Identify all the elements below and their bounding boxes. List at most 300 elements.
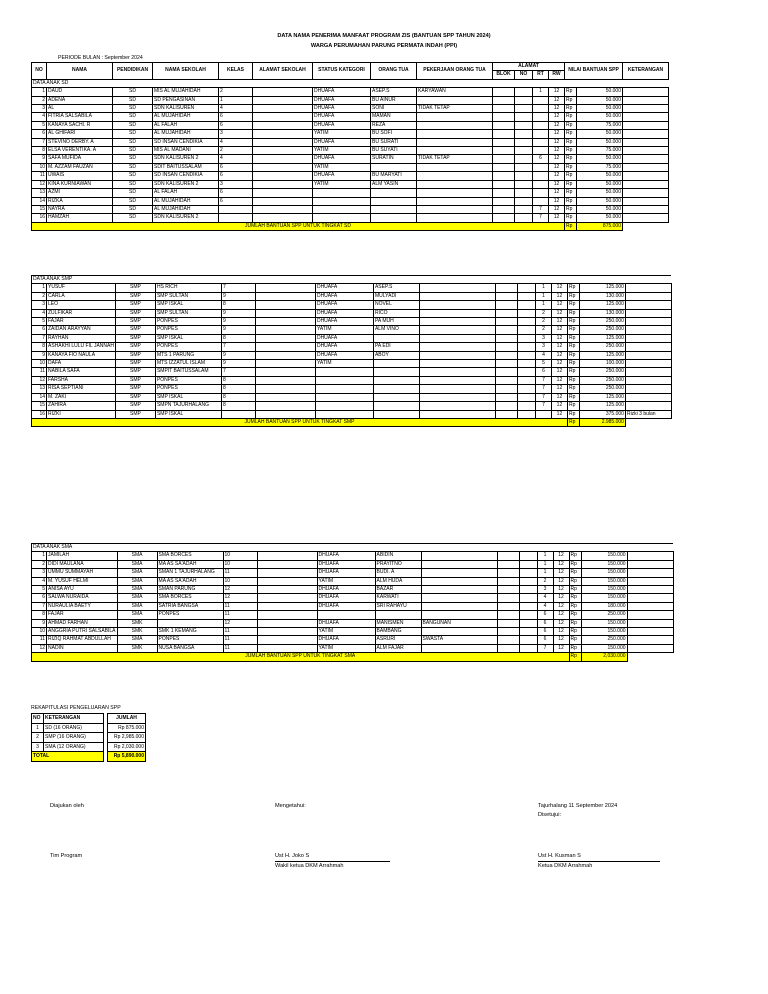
row-alamat-sekolah [253, 121, 313, 129]
row-nilai: 250.000 [579, 376, 625, 384]
table-row [32, 586, 674, 594]
row-blok [495, 360, 517, 368]
row-alamat-sekolah [255, 410, 315, 418]
table-row [32, 130, 669, 138]
row-rt [533, 113, 549, 121]
row-nama: SALWA NURAIDA [47, 594, 118, 602]
row-status: DHUAFA [317, 636, 375, 644]
row-nilai: 50.000 [577, 214, 623, 222]
row-no-rumah [519, 569, 537, 577]
row-rp: Rp [565, 155, 577, 163]
row-alamat-sekolah [255, 360, 315, 368]
table-row [32, 368, 672, 376]
table-row [32, 569, 674, 577]
row-pekerjaan [417, 96, 493, 104]
row-sekolah: PONPES [155, 343, 221, 351]
row-keterangan [625, 292, 671, 300]
row-rp: Rp [565, 197, 577, 205]
row-no-rumah [517, 368, 535, 376]
row-rt: 7 [535, 385, 551, 393]
row-nilai: 125.000 [579, 393, 625, 401]
row-alamat-sekolah [253, 96, 313, 104]
row-status: DHUAFA [317, 586, 375, 594]
row-rp: Rp [565, 88, 577, 96]
row-nilai: 150.000 [581, 628, 627, 636]
row-no-rumah [515, 163, 533, 171]
row-keterangan: Rizki 3 bulan [625, 410, 671, 418]
row-rp: Rp [569, 644, 581, 652]
row-alamat-sekolah [255, 334, 315, 342]
table-row [32, 560, 674, 568]
row-keterangan [627, 602, 673, 610]
signer-mid-role: Wakil ketua DKM Arrahmah [275, 863, 344, 869]
row-pendidikan: SMA [117, 552, 157, 560]
row-blok [497, 619, 519, 627]
row-alamat-sekolah [255, 326, 315, 334]
row-rt: 7 [533, 214, 549, 222]
row-no-rumah [517, 301, 535, 309]
row-blok [493, 163, 515, 171]
row-kelas: 9 [221, 292, 255, 300]
row-nama: CARLA [47, 292, 116, 300]
row-status: YATIM [313, 147, 371, 155]
rekap-header-keterangan: KETERANGAN [44, 714, 104, 724]
row-orang-tua: BU SOFI [371, 130, 417, 138]
row-no-rumah [517, 343, 535, 351]
row-no: 11 [32, 172, 47, 180]
rekap-no: 3 [32, 742, 44, 752]
row-sekolah: HS RICH [155, 284, 221, 292]
row-rp: Rp [565, 121, 577, 129]
row-rp: Rp [567, 292, 579, 300]
row-nilai: 50.000 [577, 88, 623, 96]
row-orang-tua: MANISMEN [375, 619, 421, 627]
row-pekerjaan: SWASTA [421, 636, 497, 644]
row-rp: Rp [569, 577, 581, 585]
row-no: 11 [32, 368, 47, 376]
rekap-title: REKAPITULASI PENGELUARAN SPP [31, 705, 121, 711]
row-orang-tua: ALM YASIN [371, 180, 417, 188]
row-rw: 12 [551, 351, 567, 359]
row-kelas: 10 [223, 552, 257, 560]
row-nama: RISA SEPTIANI [47, 385, 116, 393]
row-alamat-sekolah [257, 586, 317, 594]
row-no: 8 [32, 611, 47, 619]
row-no-rumah [515, 205, 533, 213]
row-orang-tua: SURATIN [371, 155, 417, 163]
row-alamat-sekolah [255, 301, 315, 309]
row-rw: 12 [551, 368, 567, 376]
row-no: 5 [32, 586, 47, 594]
row-nama: UMMU SUMMAYAH [47, 569, 118, 577]
row-orang-tua: ASEP.S [373, 284, 419, 292]
sma-table [31, 543, 674, 662]
row-sekolah: AL MUJAHIDAH [153, 197, 219, 205]
rekap-row [32, 742, 146, 752]
table-row [32, 602, 674, 610]
row-no-rumah [517, 385, 535, 393]
row-alamat-sekolah [255, 284, 315, 292]
row-status: YATIM [313, 130, 371, 138]
row-alamat-sekolah [253, 189, 313, 197]
row-rt [533, 172, 549, 180]
row-rw: 12 [553, 644, 569, 652]
rekap-jumlah: Rp 875.000 [108, 723, 146, 733]
row-sekolah: AL MUJAHIDAH [153, 113, 219, 121]
row-pendidikan: SMP [115, 385, 155, 393]
row-blok [495, 385, 517, 393]
row-pendidikan: SD [113, 96, 153, 104]
row-orang-tua: SONI [371, 105, 417, 113]
row-no-rumah [515, 138, 533, 146]
row-rt: 2 [535, 326, 551, 334]
row-pendidikan: SD [113, 197, 153, 205]
row-blok [493, 147, 515, 155]
row-blok [497, 552, 519, 560]
row-nama: RIZKI [47, 410, 116, 418]
row-rp: Rp [569, 619, 581, 627]
row-no: 9 [32, 619, 47, 627]
row-nilai: 50.000 [577, 155, 623, 163]
row-rp: Rp [567, 360, 579, 368]
row-no: 2 [32, 560, 47, 568]
row-nilai: 50.000 [577, 138, 623, 146]
row-orang-tua: BAZAR [375, 586, 421, 594]
row-nama: NABILA SAFA [47, 368, 116, 376]
row-rw: 12 [549, 130, 565, 138]
row-rw: 12 [553, 611, 569, 619]
row-status [315, 376, 373, 384]
row-alamat-sekolah [257, 636, 317, 644]
row-rp: Rp [565, 96, 577, 104]
row-rp: Rp [567, 402, 579, 410]
row-no: 14 [32, 197, 47, 205]
row-pekerjaan [419, 309, 495, 317]
row-rw: 12 [551, 376, 567, 384]
row-kelas: 6 [219, 121, 253, 129]
row-no: 5 [32, 121, 47, 129]
row-keterangan [627, 577, 673, 585]
signer-right-name: Ust H. Kusman S [538, 853, 581, 859]
rekap-header-jumlah: JUMLAH [108, 714, 146, 724]
row-rt: 1 [535, 292, 551, 300]
row-rw: 12 [553, 560, 569, 568]
row-no: 7 [32, 334, 47, 342]
row-nama: ANISA AYU [47, 586, 118, 594]
row-keterangan [625, 326, 671, 334]
row-blok [495, 376, 517, 384]
signature-line-right [538, 861, 660, 862]
row-orang-tua [371, 163, 417, 171]
row-pendidikan: SMP [115, 410, 155, 418]
row-rw: 12 [553, 628, 569, 636]
row-nama: DAFA [47, 360, 116, 368]
table-row [32, 351, 672, 359]
row-sekolah: PONPES [157, 636, 223, 644]
row-blok [495, 393, 517, 401]
row-no: 13 [32, 189, 47, 197]
row-blok [493, 197, 515, 205]
row-pekerjaan [417, 121, 493, 129]
table-row [32, 301, 672, 309]
row-status [317, 611, 375, 619]
row-sekolah: SMP SULTAN [155, 292, 221, 300]
row-kelas: 11 [223, 569, 257, 577]
row-kelas: 10 [223, 560, 257, 568]
row-no-rumah [515, 180, 533, 188]
row-pekerjaan [419, 334, 495, 342]
row-status: YATIM [315, 360, 373, 368]
row-nilai: 150.000 [581, 594, 627, 602]
row-sekolah: SMA BORCES [157, 594, 223, 602]
row-blok [493, 214, 515, 222]
row-alamat-sekolah [257, 611, 317, 619]
row-kelas: 9 [221, 326, 255, 334]
row-keterangan [627, 594, 673, 602]
row-kelas: 11 [223, 611, 257, 619]
total-spacer [627, 653, 673, 661]
table-row [32, 292, 672, 300]
row-pekerjaan [417, 214, 493, 222]
row-rp: Rp [569, 569, 581, 577]
row-pekerjaan [419, 343, 495, 351]
row-kelas: 10 [223, 577, 257, 585]
table-row [32, 138, 669, 146]
row-rp: Rp [567, 284, 579, 292]
row-alamat-sekolah [255, 343, 315, 351]
row-pekerjaan [419, 402, 495, 410]
row-no-rumah [519, 560, 537, 568]
row-status [315, 402, 373, 410]
row-rt: 1 [537, 552, 553, 560]
row-status: DHUAFA [315, 284, 373, 292]
row-pekerjaan [417, 197, 493, 205]
row-orang-tua: ALM VINO [373, 326, 419, 334]
rekap-jumlah: Rp 2,985.000 [108, 733, 146, 743]
row-blok [493, 113, 515, 121]
row-no: 3 [32, 301, 47, 309]
row-nilai: 150.000 [581, 586, 627, 594]
row-orang-tua: NOVEL [373, 301, 419, 309]
row-keterangan [627, 560, 673, 568]
row-rw: 12 [551, 292, 567, 300]
rekap-total-label: TOTAL [32, 752, 104, 762]
row-sekolah: SD PENGASINAN [153, 96, 219, 104]
row-alamat-sekolah [253, 130, 313, 138]
row-nilai: 75.000 [577, 163, 623, 171]
total-label: JUMLAH BANTUAN SPP UNTUK TINGKAT SMP [32, 418, 568, 426]
row-pekerjaan [417, 138, 493, 146]
row-orang-tua [373, 376, 419, 384]
row-alamat-sekolah [257, 569, 317, 577]
row-alamat-sekolah [253, 155, 313, 163]
row-rp: Rp [569, 560, 581, 568]
row-status: DHUAFA [313, 88, 371, 96]
row-rw: 12 [551, 402, 567, 410]
row-keterangan [623, 214, 669, 222]
row-keterangan [625, 376, 671, 384]
row-status: DHUAFA [315, 301, 373, 309]
row-orang-tua [373, 360, 419, 368]
row-no-rumah [517, 360, 535, 368]
row-pekerjaan [421, 552, 497, 560]
row-pendidikan: SD [113, 130, 153, 138]
row-rt: 5 [535, 360, 551, 368]
row-no-rumah [515, 189, 533, 197]
row-rw: 12 [549, 214, 565, 222]
total-label: JUMLAH BANTUAN SPP UNTUK TINGKAT SD [32, 222, 565, 230]
row-rt: 7 [537, 644, 553, 652]
row-sekolah: SATRIA BANGSA [157, 602, 223, 610]
total-rp: Rp [569, 653, 581, 661]
row-kelas: 6 [219, 197, 253, 205]
total-label: JUMLAH BANTUAN SPP UNTUK TINGKAT SMA [32, 653, 570, 661]
tim-program-label: Tim Program [50, 853, 83, 859]
row-nama: JAMILAH [47, 552, 118, 560]
row-status: DHUAFA [315, 351, 373, 359]
row-rw: 12 [549, 138, 565, 146]
row-keterangan [623, 172, 669, 180]
row-rt: 2 [537, 577, 553, 585]
row-blok [495, 292, 517, 300]
row-rt [533, 130, 549, 138]
total-value: 2,030.000 [581, 653, 627, 661]
row-blok [497, 636, 519, 644]
row-rt: 3 [537, 586, 553, 594]
row-no-rumah [517, 318, 535, 326]
row-blok [493, 96, 515, 104]
row-nilai: 125.000 [579, 301, 625, 309]
row-no: 16 [32, 214, 47, 222]
row-pendidikan: SMA [117, 602, 157, 610]
row-pendidikan: SD [113, 172, 153, 180]
header-pekerjaan: PEKERJAAN ORANG TUA [417, 63, 493, 80]
row-alamat-sekolah [257, 628, 317, 636]
row-pekerjaan [417, 172, 493, 180]
row-no-rumah [517, 351, 535, 359]
row-blok [497, 594, 519, 602]
row-rw: 12 [549, 189, 565, 197]
row-alamat-sekolah [253, 88, 313, 96]
row-rw: 12 [549, 105, 565, 113]
row-kelas: 12 [223, 594, 257, 602]
header-nilai: NILAI BANTUAN SPP [565, 63, 623, 80]
row-rp: Rp [567, 326, 579, 334]
row-no-rumah [515, 172, 533, 180]
row-alamat-sekolah [255, 376, 315, 384]
row-pendidikan: SD [113, 163, 153, 171]
table-row [32, 113, 669, 121]
row-rp: Rp [569, 552, 581, 560]
row-keterangan [623, 163, 669, 171]
row-sekolah: SDN KALISUREN 2 [153, 214, 219, 222]
row-pendidikan: SMA [117, 611, 157, 619]
row-status: YATIM [313, 163, 371, 171]
total-rp: Rp [565, 222, 577, 230]
rekap-jumlah: Rp 2,030.000 [108, 742, 146, 752]
row-nama: RIZKA [47, 197, 113, 205]
row-pendidikan: SD [113, 155, 153, 163]
row-status: DHUAFA [317, 602, 375, 610]
row-rw: 12 [549, 121, 565, 129]
row-pendidikan: SD [113, 147, 153, 155]
row-nilai: 50.000 [577, 197, 623, 205]
row-kelas: 12 [223, 619, 257, 627]
row-sekolah: SD INSAN CENDIKIA [153, 172, 219, 180]
row-blok [495, 309, 517, 317]
row-pendidikan: SD [113, 214, 153, 222]
row-rw: 12 [551, 309, 567, 317]
row-rt: 2 [535, 318, 551, 326]
row-no-rumah [519, 628, 537, 636]
row-keterangan [623, 96, 669, 104]
row-rp: Rp [565, 105, 577, 113]
row-kelas: 11 [223, 628, 257, 636]
row-rw: 12 [551, 343, 567, 351]
header-orang-tua: ORANG TUA [371, 63, 417, 80]
row-nilai: 250.000 [579, 368, 625, 376]
row-pendidikan: SMP [115, 343, 155, 351]
row-pekerjaan [419, 410, 495, 418]
row-status: YATIM [317, 577, 375, 585]
row-nama: KINA KURNIAWAN [47, 180, 113, 188]
row-nilai: 125.000 [579, 402, 625, 410]
row-orang-tua: ASEP.S [371, 88, 417, 96]
table-row [32, 326, 672, 334]
row-blok [497, 560, 519, 568]
row-status: DHUAFA [317, 552, 375, 560]
row-sekolah: PONPES [155, 376, 221, 384]
row-rp: Rp [565, 138, 577, 146]
row-orang-tua [373, 385, 419, 393]
row-nama: AHMAD FARHAN [47, 619, 118, 627]
row-blok [497, 611, 519, 619]
row-keterangan [623, 205, 669, 213]
table-row [32, 96, 669, 104]
row-nilai: 180.000 [581, 602, 627, 610]
row-kelas: 4 [219, 105, 253, 113]
row-nama: HAMZAH [47, 214, 113, 222]
row-no: 4 [32, 113, 47, 121]
row-orang-tua [373, 368, 419, 376]
row-nama: FARSHA [47, 376, 116, 384]
row-sekolah: SMP ISKAL [155, 410, 221, 418]
row-orang-tua: MAMAN [371, 113, 417, 121]
table-row [32, 155, 669, 163]
row-rw: 12 [549, 96, 565, 104]
row-pekerjaan [417, 205, 493, 213]
row-pekerjaan [417, 130, 493, 138]
row-nama: ZAIDAN ARAYYAN [47, 326, 116, 334]
row-sekolah: PONPES [155, 326, 221, 334]
row-sekolah: AL MUJAHIDAH [153, 205, 219, 213]
row-alamat-sekolah [255, 402, 315, 410]
row-nilai: 50.000 [577, 189, 623, 197]
row-rt: 6 [537, 628, 553, 636]
row-rp: Rp [565, 205, 577, 213]
row-nama: ZULFIKAR [47, 309, 116, 317]
row-status [313, 197, 371, 205]
row-sekolah: PONPES [157, 611, 223, 619]
row-rw: 12 [553, 586, 569, 594]
row-no: 11 [32, 636, 47, 644]
row-alamat-sekolah [253, 205, 313, 213]
table-row [32, 197, 669, 205]
row-orang-tua [375, 611, 421, 619]
row-rt: 1 [537, 560, 553, 568]
row-orang-tua [373, 410, 419, 418]
row-kelas: 12 [223, 586, 257, 594]
